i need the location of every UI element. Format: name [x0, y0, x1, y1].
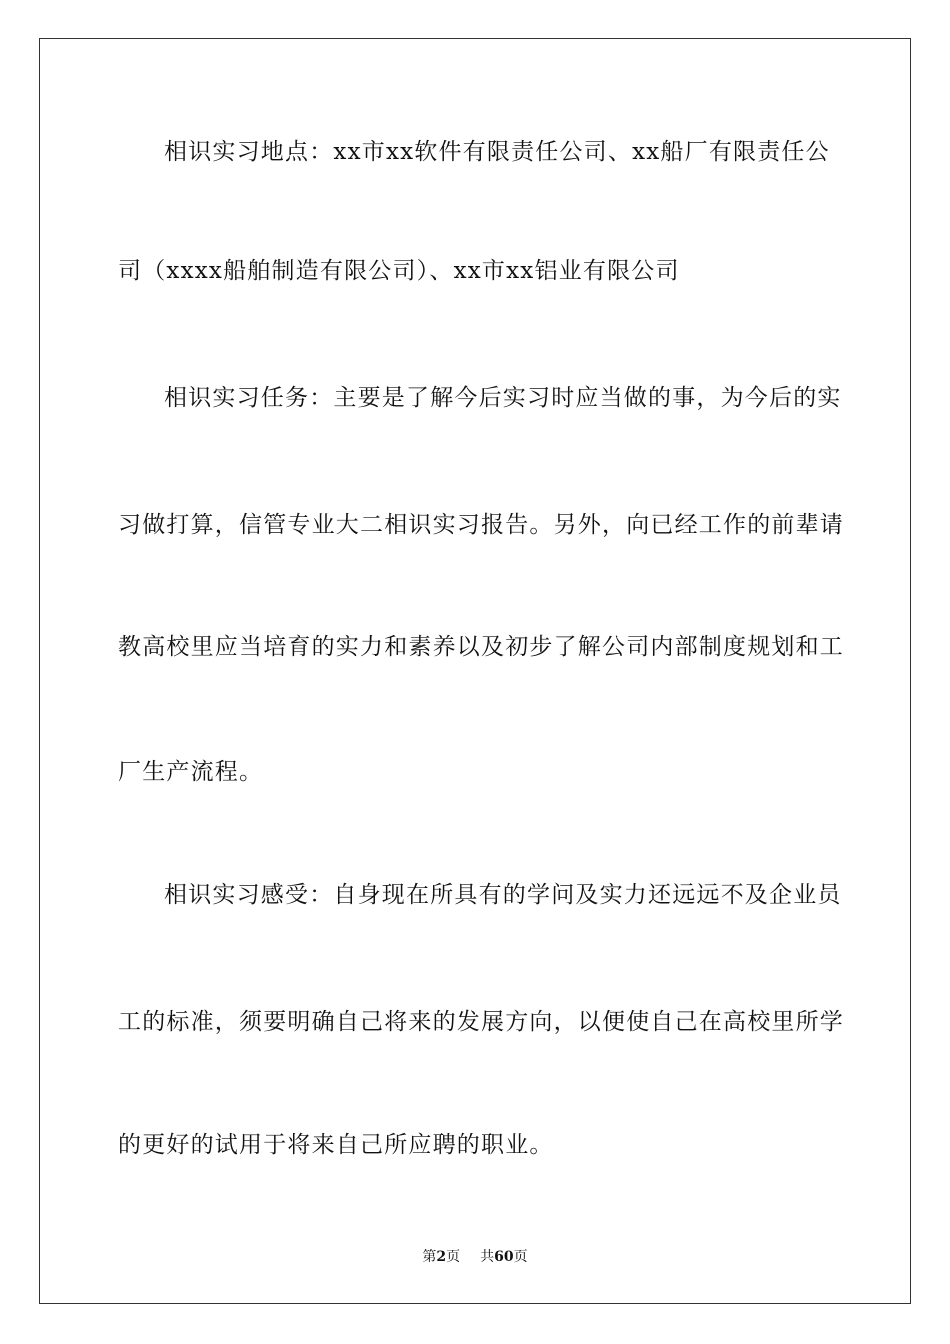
page-border — [39, 38, 911, 1304]
paragraph-line: 习做打算，信管专业大二相识实习报告。另外，向已经工作的前辈请 — [118, 512, 844, 538]
paragraph-line: 工的标准，须要明确自己将来的发展方向，以便使自己在高校里所学 — [118, 1009, 844, 1035]
paragraph-line: 相识实习感受：自身现在所具有的学问及实力还远远不及企业员 — [164, 882, 842, 908]
paragraph-line: 教高校里应当培育的实力和素养以及初步了解公司内部制度规划和工 — [118, 634, 844, 660]
paragraph-line: 相识实习任务：主要是了解今后实习时应当做的事，为今后的实 — [164, 385, 842, 411]
footer-page-number: 2 — [436, 1249, 447, 1265]
footer-page-prefix: 第 — [422, 1249, 437, 1265]
footer-total-pages: 60 — [494, 1249, 514, 1265]
paragraph-line: 厂生产流程。 — [118, 759, 264, 785]
footer-page-suffix: 页 — [446, 1249, 461, 1265]
page-footer — [0, 1247, 950, 1267]
paragraph-line: 的更好的试用于将来自己所应聘的职业。 — [118, 1132, 554, 1158]
footer-total-prefix: 共 — [480, 1249, 495, 1265]
paragraph-line: 司（xxxx船舶制造有限公司）、xx市xx铝业有限公司 — [118, 258, 680, 284]
footer-total-suffix: 页 — [513, 1249, 528, 1265]
paragraph-line: 相识实习地点：xx市xx软件有限责任公司、xx船厂有限责任公 — [164, 139, 830, 165]
